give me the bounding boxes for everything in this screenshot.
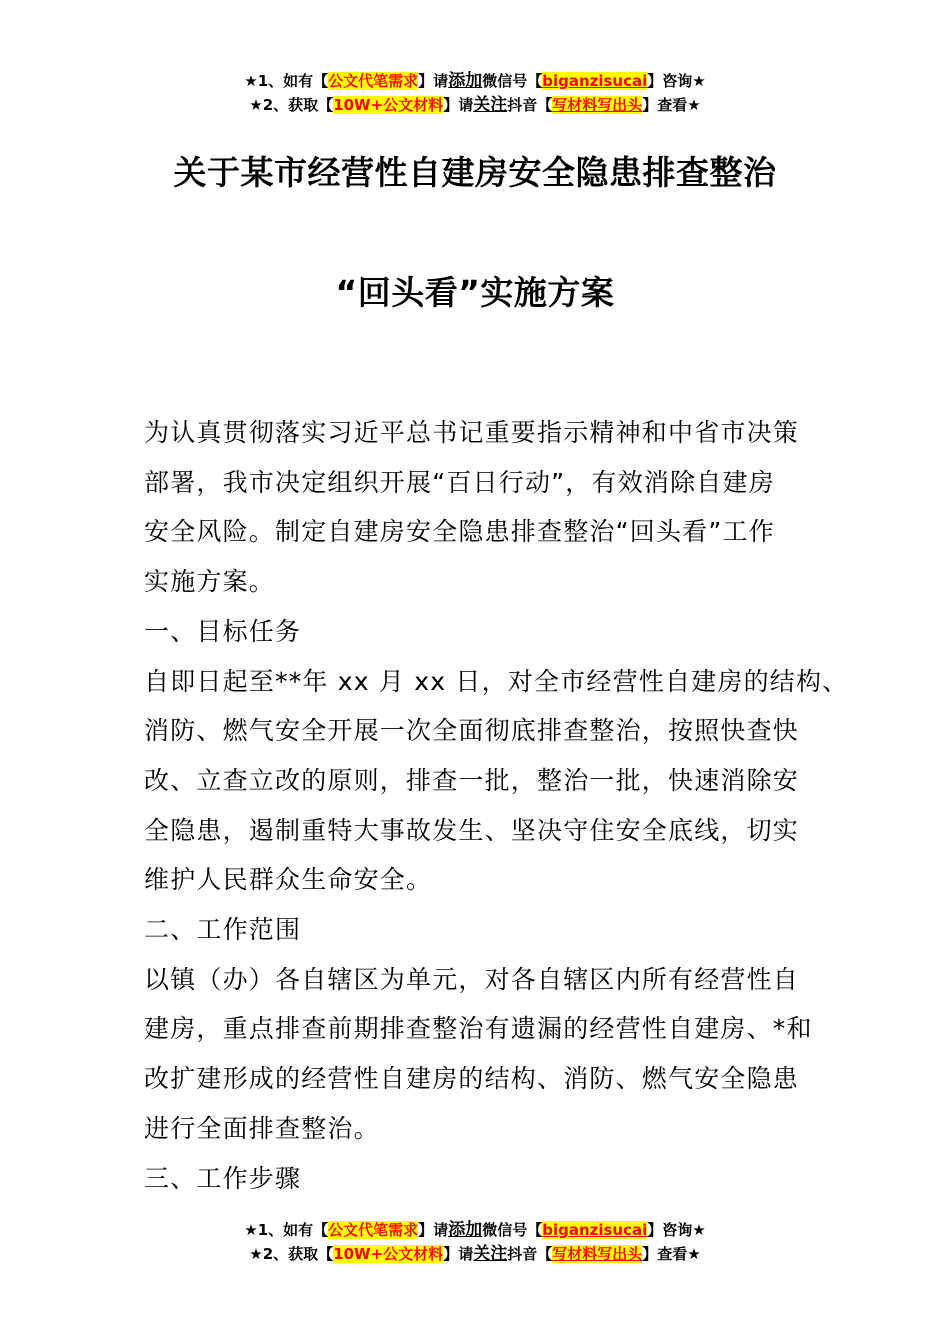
body-line: 实施方案。 [144,567,276,597]
promo-text: ★1、如有【 [244,1221,329,1239]
body-line: 进行全面排查整治。 [144,1113,380,1143]
promo-highlight: 公文代笔需求 [328,72,419,90]
body-line: 改扩建形成的经营性自建房的结构、消防、燃气安全隐患 [144,1064,800,1094]
promo-line-2 [0,93,950,117]
body-line: 建房，重点排查前期排查整治有遗漏的经营性自建房、*和 [144,1014,813,1044]
promo-douyin-id: 写材料写出头 [552,1245,643,1263]
body-line: 以镇（办）各自辖区为单元，对各自辖区内所有经营性自 [144,964,800,994]
promo-line-1 [0,1218,950,1242]
body-line: 三、工作步骤 [144,1163,302,1193]
promo-text: 】查看★ [642,96,701,114]
promo-text: 】咨询★ [647,1221,706,1239]
promo-text: 微信号【 [482,72,543,90]
document-body [144,408,848,1203]
promo-underline: 关注 [473,95,508,115]
promo-underline: 添加 [448,71,483,91]
body-line: 改、立查立改的原则，排查一批，整治一批，快速消除安 [144,765,800,795]
body-line: 消防、燃气安全开展一次全面彻底排查整治，按照快查快 [144,716,800,746]
promo-highlight: 10W+公文材料 [333,1245,444,1263]
promo-header [0,69,950,117]
promo-line-1 [0,69,950,93]
body-line: 一、目标任务 [144,616,302,646]
promo-wechat-id: biganzisucai [542,1221,648,1239]
body-line: 为认真贯彻落实习近平总书记重要指示精神和中省市决策 [144,418,800,447]
body-line: 二、工作范围 [144,915,302,945]
promo-douyin-id: 写材料写出头 [552,96,643,114]
document-title-line-2: “回头看”实施方案 [335,273,615,312]
promo-text: 】咨询★ [647,72,706,90]
promo-highlight: 公文代笔需求 [328,1221,419,1239]
promo-text: 抖音【 [507,1245,553,1263]
promo-highlight: 10W+公文材料 [333,96,444,114]
promo-text: ★2、获取【 [249,96,334,114]
promo-underline: 添加 [448,1220,483,1240]
promo-text: 】查看★ [642,1245,701,1263]
promo-underline: 关注 [473,1244,508,1264]
body-line: 安全风险。制定自建房安全隐患排查整治“回头看”工作 [144,517,775,547]
promo-text: 】请 [443,1245,474,1263]
promo-text: 】请 [443,96,474,114]
promo-text: 】请 [418,72,449,90]
body-line: 全隐患，遏制重特大事故发生、坚决守住安全底线，切实 [144,815,800,845]
document-title-line-1: 关于某市经营性自建房安全隐患排查整治 [173,153,777,192]
promo-text: 】请 [418,1221,449,1239]
promo-text: 微信号【 [482,1221,543,1239]
promo-line-2 [0,1242,950,1266]
promo-text: 抖音【 [507,96,553,114]
body-line: 部署，我市决定组织开展“百日行动”，有效消除自建房 [144,467,775,497]
promo-footer [0,1218,950,1266]
promo-text: ★1、如有【 [244,72,329,90]
body-line: 维护人民群众生命安全。 [144,865,433,895]
body-line: 自即日起至**年 xx 月 xx 日，对全市经营性自建房的结构、 [144,666,849,696]
promo-text: ★2、获取【 [249,1245,334,1263]
promo-wechat-id: biganzisucai [542,72,648,90]
